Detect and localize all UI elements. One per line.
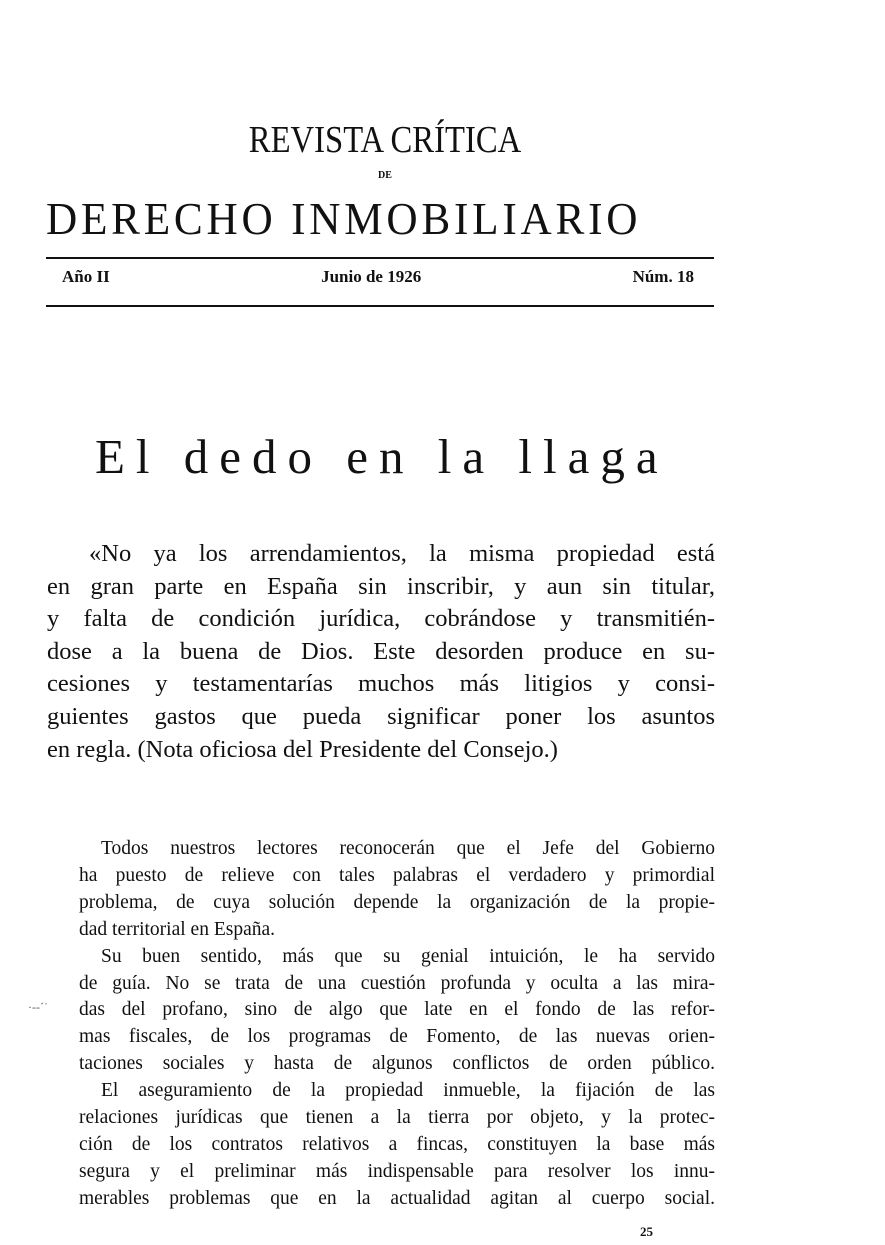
body-line: segura y el preliminar más indispensable para resolver los innu- (79, 1160, 715, 1182)
quote-line: y falta de condición jurídica, cobrándose y transmitién- (47, 605, 715, 633)
quote-line: en gran parte en España sin inscribir, y aun sin titular, (47, 572, 715, 600)
quote-line: guientes gastos que pueda significar poner los asuntos (47, 702, 715, 730)
paragraph-3 (79, 1078, 715, 1213)
paragraph-1 (79, 836, 715, 944)
body-line: mas fiscales, de los programas de Fomento, de las nuevas orien- (79, 1026, 715, 1048)
epigraph-quote (47, 538, 715, 766)
body-line: taciones sociales y hasta de algunos conflictos de orden público. (79, 1053, 715, 1075)
body-line: das del profano, sino de algo que late en el fondo de las refor- (79, 999, 715, 1021)
header-rule-bottom (46, 305, 714, 307)
margin-ink-mark: ·-‐´˙ (28, 1000, 48, 1014)
body-line: El aseguramiento de la propiedad inmueble, la fijación de las (101, 1080, 715, 1102)
article-body (79, 836, 715, 1213)
page-number: 25 (640, 1224, 653, 1239)
issue-number: Núm. 18 (632, 267, 694, 286)
paragraph-2 (79, 944, 715, 1079)
header-rule-top (46, 257, 714, 259)
issue-year: Año II (62, 267, 110, 286)
quote-line: en regla. (Nota oficiosa del Presidente del Consejo.) (47, 735, 558, 763)
quote-line: dose a la buena de Dios. Este desorden produce en su- (47, 637, 715, 665)
body-line: Todos nuestros lectores reconocerán que el Jefe del Gobierno (101, 838, 715, 859)
body-line: de guía. No se trata de una cuestión profunda y oculta a las mira- (79, 972, 715, 994)
body-line: Su buen sentido, más que su genial intuición, le ha servido (101, 945, 715, 967)
issue-date: Junio de 1926 (321, 267, 422, 286)
body-line: problema, de cuya solución depende la organización de la propie- (79, 891, 715, 913)
body-line: dad territorial en España. (79, 918, 275, 940)
body-line: relaciones jurídicas que tienen a la tierra por objeto, y la protec- (79, 1107, 715, 1129)
quote-line: «No ya los arrendamientos, la misma propiedad está (89, 540, 715, 567)
masthead-title-line1: REVISTA CRÍTICA (248, 119, 522, 161)
body-line: merables problemas que en la actualidad agitan al cuerpo social. (79, 1187, 715, 1209)
quote-line: cesiones y testamentarías muchos más litigios y consi- (47, 670, 715, 698)
masthead-connector: DE (378, 170, 392, 181)
article-title: El dedo en la llaga (95, 429, 669, 484)
masthead-title-line2: DERECHO INMOBILIARIO (46, 193, 642, 244)
issue-info-row (62, 267, 694, 287)
body-line: ha puesto de relieve con tales palabras el verdadero y primordial (79, 864, 715, 886)
body-line: ción de los contratos relativos a fincas, constituyen la base más (79, 1133, 715, 1155)
